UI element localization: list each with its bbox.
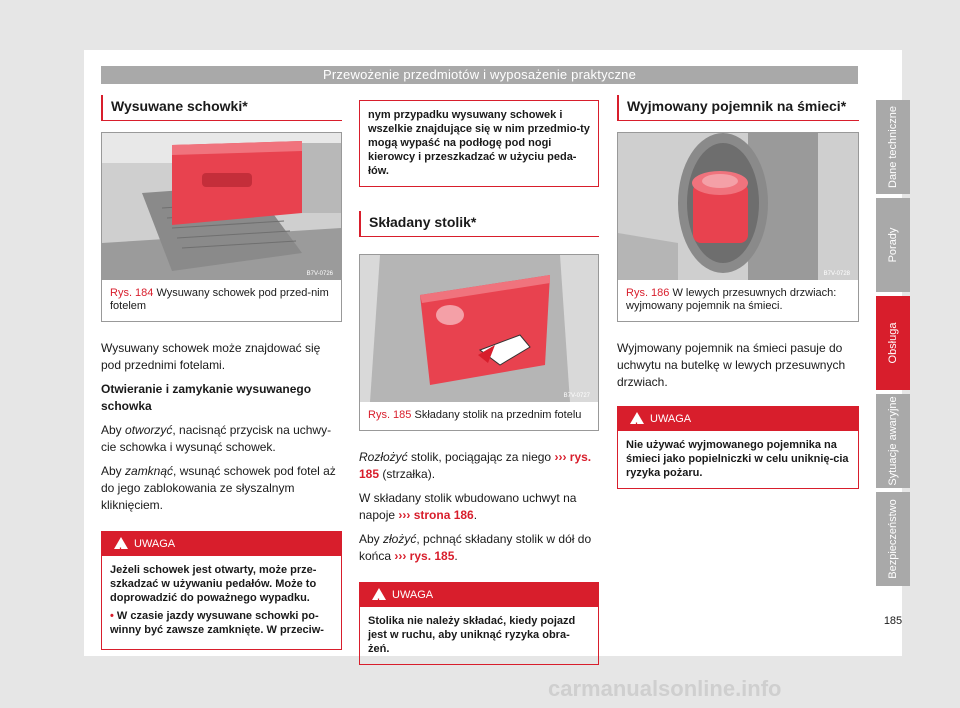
paragraph: Wyjmowany pojemnik na śmieci pasuje do uchwytu na butelkę w lewych przesuwnych drzwiach. xyxy=(617,341,846,389)
drawer-illustration xyxy=(102,133,341,280)
figure-code: B7V-0726 xyxy=(306,271,333,277)
figure-code: B7V-0728 xyxy=(823,271,850,277)
page-header: Przewożenie przedmiotów i wyposażenie praktyczne xyxy=(101,66,858,84)
page-link[interactable]: ››› strona 186 xyxy=(398,508,474,522)
figure-code: B7V-0727 xyxy=(563,393,590,399)
warning-header: ! UWAGA xyxy=(618,407,858,431)
section-title: Składany stolik* xyxy=(359,211,599,237)
warning-header: ! UWAGA xyxy=(360,583,598,607)
paragraph: Aby otworzyć, nacisnąć przycisk na uchwy-cie schowka i wysunąć schowek. xyxy=(101,423,332,454)
paragraph: W składany stolik wbudowano uchwyt na napoje ››› strona 186. xyxy=(359,491,577,522)
warning-body: Jeżeli schowek jest otwarty, może prze-szkadzać w używaniu pedałów. Może to doprowadzić do poważnego wypadku. • W czasie jazdy wysuwane schowki po-winny być zawsze zamknięte. W przeciw- xyxy=(110,564,324,636)
column-3 xyxy=(617,95,859,489)
warning-box: ! UWAGA Nie używać wyjmowanego pojemnika na śmieci jako popielniczki w celu uniknię-cia ryzyka pożaru. xyxy=(617,406,859,489)
tab-sytuacje-awaryjne[interactable]: Sytuacje awaryjne xyxy=(876,394,910,488)
section-title: Wyjmowany pojemnik na śmieci* xyxy=(617,95,859,121)
warning-box: ! UWAGA Stolika nie należy składać, kiedy pojazd jest w ruchu, aby uniknąć ryzyka obra-żeń. xyxy=(359,582,599,665)
figure-caption: Rys. 185 Składany stolik na przednim fotelu xyxy=(368,409,582,421)
table-illustration xyxy=(360,255,598,402)
tab-bezpieczenstwo[interactable]: Bezpieczeństwo xyxy=(876,492,910,586)
figure-caption: Rys. 184 Wysuwany schowek pod przed-nim fotelem xyxy=(110,287,329,312)
column-1 xyxy=(101,95,342,650)
warning-box-continued: nym przypadku wysuwany schowek i wszelkie znajdujące się w nim przedmio-ty mogą wypaść na podłogę pod nogi kierowcy i przeszkadzać w użyciu peda-łów. xyxy=(359,100,599,187)
figure-186 xyxy=(617,132,859,322)
warning-icon xyxy=(372,588,386,600)
warning-header: ! UWAGA xyxy=(102,532,341,556)
figure-184 xyxy=(101,132,342,322)
side-tabs xyxy=(876,100,910,590)
warning-box xyxy=(101,531,342,650)
paragraph: Rozłożyć stolik, pociągając za niego ››› rys. 185 (strzałka). xyxy=(359,450,592,481)
figure-link[interactable]: ››› rys. 185 xyxy=(359,450,592,481)
paragraph: Wysuwany schowek może znajdować się pod przednimi fotelami. xyxy=(101,341,321,372)
tab-dane-techniczne[interactable]: Dane techniczne xyxy=(876,100,910,194)
paragraph: Aby zamknąć, wsunąć schowek pod fotel aż do jego zablokowania ze słyszalnym kliknięciem. xyxy=(101,464,336,512)
warning-icon xyxy=(114,537,128,549)
warning-icon xyxy=(630,412,644,424)
watermark: carmanualsonline.info xyxy=(548,676,782,701)
figure-caption: Rys. 186 W lewych przesuwnych drzwiach: wyjmowany pojemnik na śmieci. xyxy=(626,287,837,312)
bin-illustration xyxy=(618,133,858,280)
paragraph: Aby złożyć, pchnąć składany stolik w dół do końca ››› rys. 185. xyxy=(359,532,592,563)
figure-185 xyxy=(359,254,599,431)
subheading: Otwieranie i zamykanie wysuwanego schowka xyxy=(101,382,312,413)
page-number: 185 xyxy=(883,615,903,627)
figure-link[interactable]: ››› rys. 185 xyxy=(394,549,455,563)
column-2 xyxy=(359,100,599,665)
tab-obsluga[interactable]: Obsługa xyxy=(876,296,910,390)
tab-porady[interactable]: Porady xyxy=(876,198,910,292)
section-title: Wysuwane schowki* xyxy=(101,95,342,121)
